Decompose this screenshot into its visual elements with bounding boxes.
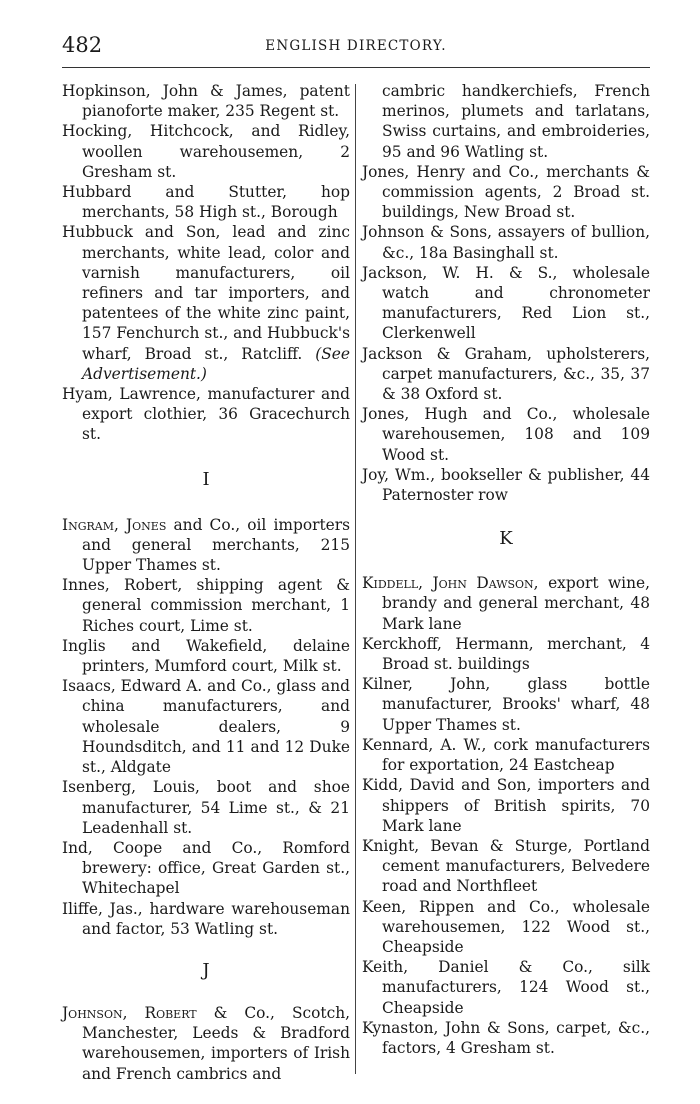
entry-kynaston: Kynaston, John & Sons, carpet, &c., factors, 4 Gresham st. — [362, 1018, 650, 1057]
header-rule — [62, 67, 650, 68]
entry-continuation: cambric handkerchiefs, French merinos, plumets and tarlatans, Swiss curtains, and embroideries, 95 and 96 Watling st. — [382, 82, 650, 161]
entry-keith: Keith, Daniel & Co., silk manufacturers, 124 Wood st., Cheapside — [362, 958, 650, 1017]
entry-jackson-graham: Jackson & Graham, upholsterers, carpet manufacturers, &c., 35, 37 & 38 Oxford st. — [362, 344, 650, 404]
section-letter-i: I — [202, 468, 210, 490]
entry-johnson-name: Johnson, Robert — [62, 1003, 197, 1022]
section-letter-k: K — [499, 528, 513, 550]
column-divider — [355, 84, 356, 1074]
entry-kiddell — [362, 573, 650, 634]
entry-kiddell-name: Kiddell, John Dawson, — [362, 574, 539, 593]
entry-hyam: Hyam, Lawrence, manufacturer and export clothier, 36 Gracechurch st. — [62, 385, 350, 444]
entry-ingram-name: Ingram, Jones — [62, 515, 167, 534]
entry-kilner: Kilner, John, glass bottle manufacturer, Brooks' wharf, 48 Upper Thames st. — [362, 675, 650, 734]
entry-hopkinson: Hopkinson, John & James, patent pianoforte maker, 235 Regent st. — [62, 82, 350, 121]
entry-jones-henry: Jones, Henry and Co., merchants & commission agents, 2 Broad st. buildings, New Broad st. — [362, 162, 650, 222]
running-head: ENGLISH DIRECTORY. — [265, 38, 447, 54]
entry-keen: Keen, Rippen and Co., wholesale warehousemen, 122 Wood st., Cheapside — [362, 897, 650, 956]
advertisement-note: (See Advertisement.) — [82, 344, 350, 383]
entry-hubbuck — [62, 222, 350, 384]
left-column — [62, 81, 350, 1084]
entry-inglis: Inglis and Wakefield, delaine printers, Mumford court, Milk st. — [62, 636, 350, 676]
entry-hubbard: Hubbard and Stutter, hop merchants, 58 High st., Borough — [62, 183, 350, 222]
entry-johnson-robert — [62, 1003, 350, 1084]
entry-isenberg: Isenberg, Louis, boot and shoe manufacturer, 54 Lime st., & 21 Leadenhall st. — [62, 778, 350, 837]
entry-innes: Innes, Robert, shipping agent & general commission merchant, 1 Riches court, Lime st. — [62, 576, 350, 635]
entry-ingram-rest: and Co., oil importers and general merchants, 215 Upper Thames st. — [82, 515, 350, 575]
page-number: 482 — [62, 33, 103, 57]
entry-kennard: Kennard, A. W., cork manufacturers for exportation, 24 Eastcheap — [362, 735, 650, 775]
section-letter-j: J — [202, 959, 210, 981]
entry-ingram — [62, 515, 350, 576]
entry-joy: Joy, Wm., bookseller & publisher, 44 Paternoster row — [362, 465, 650, 505]
right-column — [362, 81, 650, 1058]
entry-johnson-rest: & Co., Scotch, Manchester, Leeds & Bradford warehousemen, importers of Irish and French cambrics and — [82, 1003, 350, 1083]
entry-jones-hugh: Jones, Hugh and Co., wholesale warehousemen, 108 and 109 Wood st. — [362, 405, 650, 464]
entry-jackson-ws: Jackson, W. H. & S., wholesale watch and chronometer manufacturers, Red Lion st., Clerkenwell — [362, 263, 650, 343]
entry-johnson-sons: Johnson & Sons, assayers of bullion, &c., 18a Basinghall st. — [362, 223, 650, 262]
entry-kiddell-rest: export wine, brandy and general merchant, 48 Mark lane — [382, 574, 650, 633]
entry-kerckhoff: Kerckhoff, Hermann, merchant, 4 Broad st. buildings — [362, 634, 650, 674]
entry-isaacs: Isaacs, Edward A. and Co., glass and china manufacturers, and wholesale dealers, 9 Houndsditch, and 11 and 12 Duke st., Aldgate — [62, 677, 350, 777]
entry-knight: Knight, Bevan & Sturge, Portland cement manufacturers, Belvedere road and Northfleet — [362, 836, 650, 896]
page-header — [62, 34, 650, 56]
entry-hocking: Hocking, Hitchcock, and Ridley, woollen warehousemen, 2 Gresham st. — [62, 122, 350, 181]
entry-kidd: Kidd, David and Son, importers and shippers of British spirits, 70 Mark lane — [362, 776, 650, 835]
entry-hubbuck-text: Hubbuck and Son, lead and zinc merchants, white lead, color and varnish manufacturers, oil refiners and tar importers, and patentees of the white zinc paint, 157 Fenchurch st., and Hubbuck's wharf, Broad st., Ratcliff. — [62, 223, 350, 363]
entry-iliffe: Iliffe, Jas., hardware warehouseman and factor, 53 Watling st. — [62, 899, 350, 938]
entry-ind-coope: Ind, Coope and Co., Romford brewery: office, Great Garden st., Whitechapel — [62, 838, 350, 898]
